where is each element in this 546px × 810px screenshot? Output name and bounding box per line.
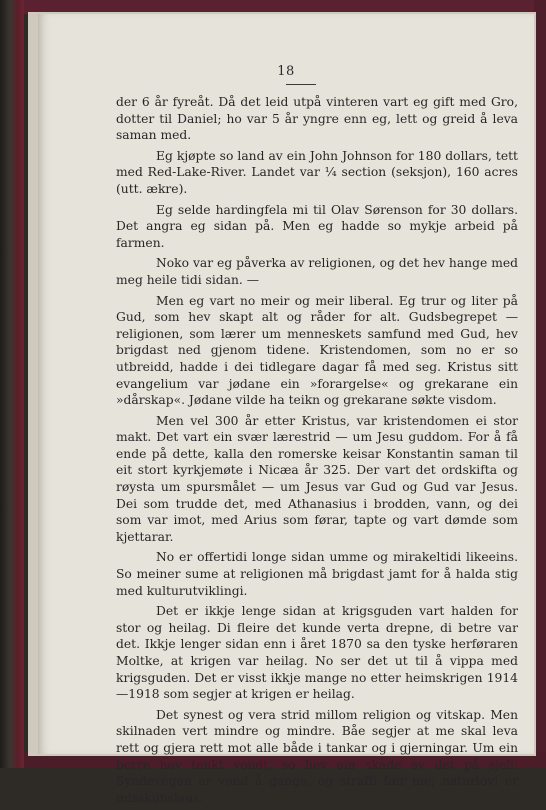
paragraph: Noko var eg påverka av religionen, og det hev hange med meg heile tidi sidan. —	[116, 256, 518, 287]
paragraph: Men eg vart no meir og meir liberal. Eg trur og liter på Gud, som hev skapt alt og råder for alt. Gudsbegrepet — religionen, som lærer um menneskets samfund med Gud, hev brigdast ned gjenom tidene. Kristendomen, som no er so utbreidd, hadde i dei tidlegare dagar få med seg. Kristus sitt evangelium var jødane ein »forargelse« og grekarane ein »dårskap«. Jødane vilde ha teikn og grekarane søkte visdom.	[116, 293, 518, 408]
page-number: 18	[277, 64, 295, 79]
paragraph: der 6 år fyreåt. Då det leid utpå vinteren vart eg gift med Gro, dotter til Daniel; ho var 5 år yngre enn eg, lett og greid å leva saman med.	[116, 95, 518, 143]
paragraph: Men vel 300 år etter Kristus, var kristendomen ei stor makt. Det vart ein svær lærestrid — um Jesu guddom. For å få ende på dette, kalla den romerske keisar Konstantin saman til eit stort kyrkjemøte i Nicæa år 325. Der vart det ordskifta og røysta um spursmålet — um Jesus var Gud og Gud var Jesus. Dei som trudde det, med Athanasius i brodden, vann, og dei som var imot, med Arius som førar, tapte og vart dømde som kjettarar.	[116, 413, 518, 544]
page-number-rule	[286, 84, 316, 85]
book-page	[38, 14, 534, 805]
book-spine	[0, 0, 24, 768]
paragraph: Eg kjøpte so land av ein John Johnson for 180 dollars, tett med Red-Lake-River. Landet var ¼ section (seksjon), 160 acres (utt. ækre).	[116, 148, 518, 196]
paragraph: Det synest og vera strid millom religion og vitskap. Men skilnaden vert mindre og mindre. Båe segjer at me skal leva rett og gjera rett mot alle både i tankar og i gjerningar. Um ein berre hev tenkt vondt, so hev ein skade av det på sjeli. Syndevegen er vond å ganga, og straffi fær me; naturlovi er misskunslaus.	[116, 707, 518, 805]
page-body-text	[116, 94, 518, 810]
paragraph: Det er ikkje lenge sidan at krigsguden vart halden for stor og heilag. Di fleire det kunde verta drepne, di betre var det. Ikkje lenger sidan enn i året 1870 sa den tyske herføraren Moltke, at krigen var heilag. No ser det ut til å vippa med krigsguden. Det er visst ikkje mange no etter heimskrigen 1914—1918 som segjer at krigen er heilag.	[116, 604, 518, 702]
paragraph: No er offertidi longe sidan umme og mirakeltidi likeeins. So meiner sume at religionen må brigdast jamt for å halda stig med kulturutviklingi.	[116, 550, 518, 598]
paragraph: Eg selde hardingfela mi til Olav Sørenson for 30 dollars. Det angra eg sidan på. Men eg hadde so mykje arbeid på farmen.	[116, 202, 518, 250]
